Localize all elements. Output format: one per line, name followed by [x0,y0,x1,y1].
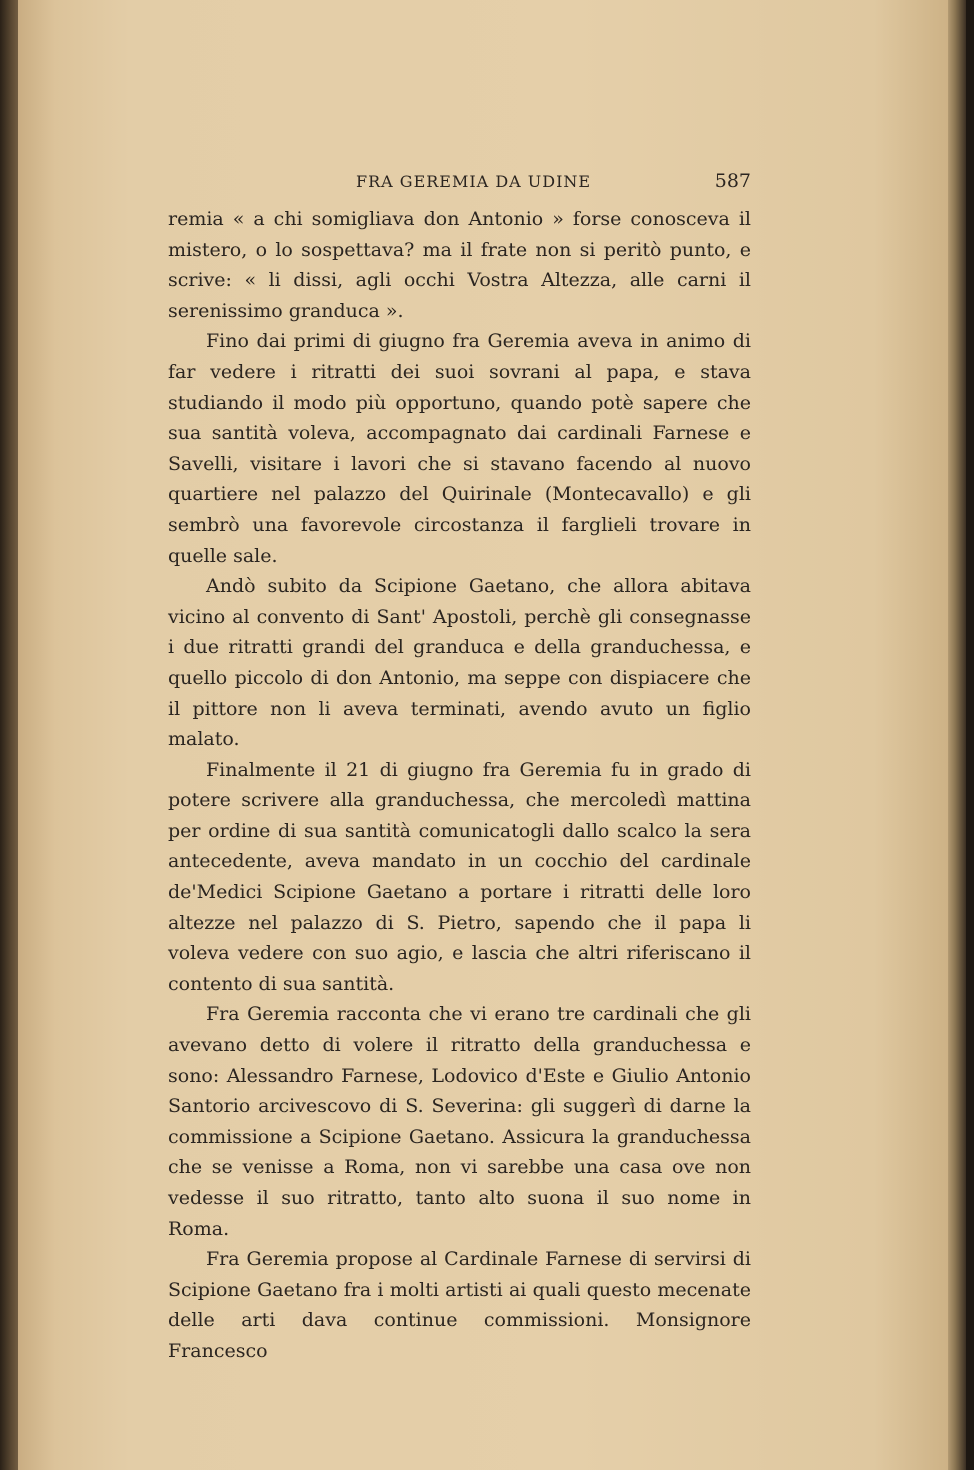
running-head: FRA GEREMIA DA UDINE [356,172,592,191]
page-header [168,170,751,196]
book-page [18,0,948,1470]
paragraph: Andò subito da Scipione Gaetano, che allora abitava vicino al convento di Sant' Apostoli, perchè gli consegnasse i due ritratti grandi del granduca e della granduchessa, e quello piccolo di don Antonio, ma seppe con dispiacere che il pittore non li aveva terminati, avendo avuto un figlio malato. [168,575,751,751]
paragraph: Fra Geremia racconta che vi erano tre cardinali che gli avevano detto di volere il ritratto della granduchessa e sono: Alessandro Farnese, Lodovico d'Este e Giulio Antonio Santorio arcivescovo di S. Severina: gli suggerì di darne la commissione a Scipione Gaetano. Assicura la granduchessa che se venisse a Roma, non vi sarebbe una casa ove non vedesse il suo ritratto, tanto alto suona il suo nome in Roma. [168,1003,751,1240]
paragraph: Fra Geremia propose al Cardinale Farnese di servirsi di Scipione Gaetano fra i molti artisti ai quali questo mecenate delle arti dava continue commissioni. Monsignore Francesco [168,1248,751,1362]
page-stack-edge [948,0,966,1470]
paragraph-continued: remia « a chi somigliava don Antonio » forse conosceva il mistero, o lo sospettava? ma il frate non si peritò punto, e scrive: « li dissi, agli occhi Vostra Altezza, alle carni il serenissimo granduca ». [168,208,751,322]
paragraph: Finalmente il 21 di giugno fra Geremia fu in grado di potere scrivere alla granduchessa, che mercoledì mattina per ordine di sua santità comunicatogli dallo scalco la sera antecedente, aveva mandato in un cocchio del cardinale de'Medici Scipione Gaetano a portare i ritratti delle loro altezze nel palazzo di S. Pietro, sapendo che il papa li voleva vedere con suo agio, e lascia che altri riferiscano il contento di sua santità. [168,758,751,995]
page-number: 587 [714,170,751,192]
paragraph: Fino dai primi di giugno fra Geremia aveva in animo di far vedere i ritratti dei suoi sovrani al papa, e stava studiando il modo più opportuno, quando potè sapere che sua santità voleva, accompagnato dai cardinali Farnese e Savelli, visitare i lavori che si stavano facendo al nuovo quartiere nel palazzo del Quirinale (Montecavallo) e gli sembrò una favorevole circostanza il farglieli trovare in quelle sale. [168,330,751,567]
body-text [168,204,751,1367]
